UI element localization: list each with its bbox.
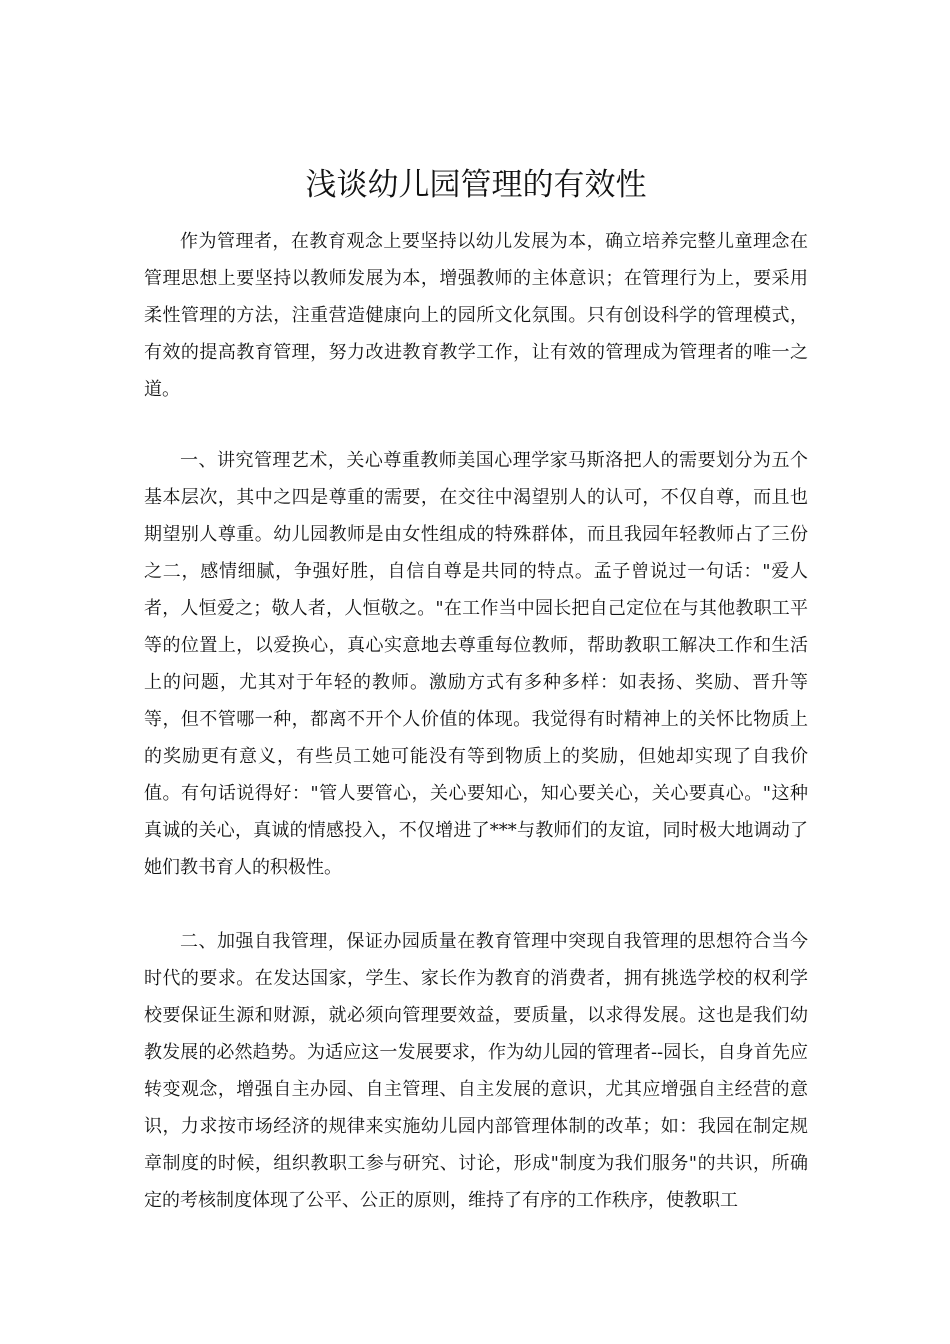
paragraph-section-two: 二、加强自我管理，保证办园质量在教育管理中突现自我管理的思想符合当今时代的要求。在发达国家，学生、家长作为教育的消费者，拥有挑选学校的权利学校要保证生源和财源，就必须向管理要效益，要质量，以求得发展。这也是我们幼教发展的必然趋势。为适应这一发展要求，作为幼儿园的管理者--园长，自身首先应转变观念，增强自主办园、自主管理、自主发展的意识，尤其应增强自主经营的意识，力求按市场经济的规律来实施幼儿园内部管理体制的改革；如：我园在制定规章制度的时候，组织教职工参与研究、讨论，形成"制度为我们服务"的共识，所确定的考核制度体现了公平、公正的原则，维持了有序的工作秩序，使教职工 (144, 931, 808, 1211)
paragraph-intro: 作为管理者，在教育观念上要坚持以幼儿发展为本，确立培养完整儿童理念在管理思想上要坚持以教师发展为本，增强教师的主体意识；在管理行为上，要采用柔性管理的方法，注重营造健康向上的园所文化氛围。只有创设科学的管理模式，有效的提高教育管理，努力改进教育教学工作，让有效的管理成为管理者的唯一之道。 (144, 231, 808, 400)
paragraph-section-one: 一、讲究管理艺术，关心尊重教师美国心理学家马斯洛把人的需要划分为五个基本层次，其中之四是尊重的需要，在交往中渴望别人的认可，不仅自尊，而且也期望别人尊重。幼儿园教师是由女性组成的特殊群体，而且我园年轻教师占了三份之二，感情细腻，争强好胜，自信自尊是共同的特点。孟子曾说过一句话："爱人者，人恒爱之；敬人者，人恒敬之。"在工作当中园长把自己定位在与其他教职工平等的位置上，以爱换心，真心实意地去尊重每位教师，帮助教职工解决工作和生活上的问题，尤其对于年轻的教师。激励方式有多种多样：如表扬、奖励、晋升等等，但不管哪一种，都离不开个人价值的体现。我觉得有时精神上的关怀比物质上的奖励更有意义，有些员工她可能没有等到物质上的奖励，但她却实现了自我价值。有句话说得好："管人要管心，关心要知心，知心要关心，关心要真心。"这种真诚的关心，真诚的情感投入，不仅增进了***与教师们的友谊，同时极大地调动了她们教书育人的积极性。 (144, 450, 808, 878)
document-title: 浅谈幼儿园管理的有效性 (305, 167, 647, 203)
